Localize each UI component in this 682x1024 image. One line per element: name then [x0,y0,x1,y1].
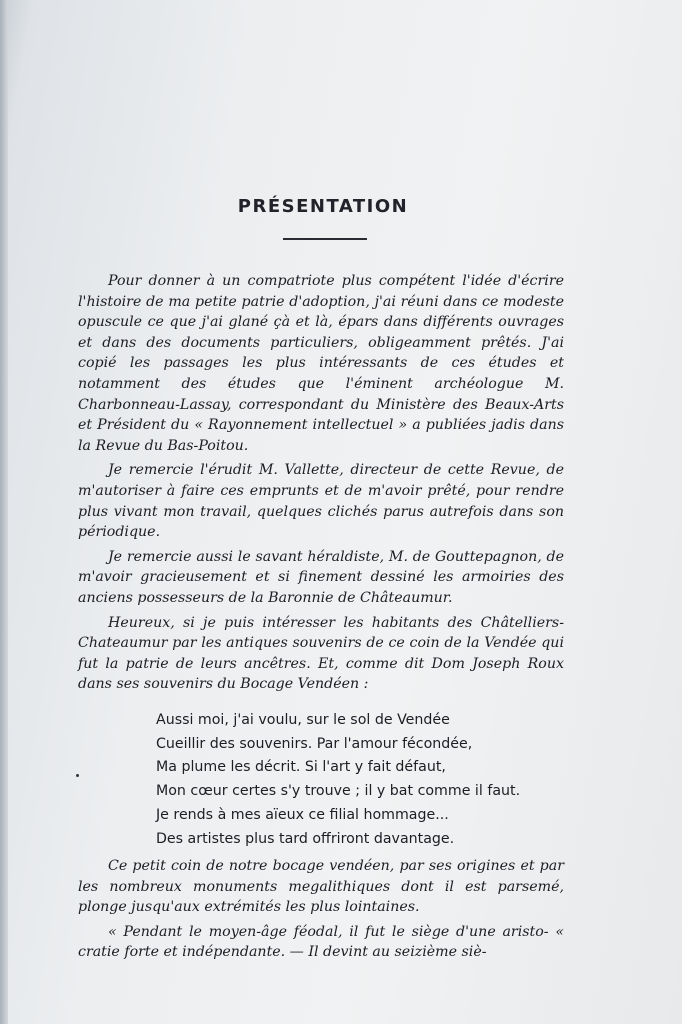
poem-line: Ma plume les décrit. Si l'art y fait défaut, [156,759,446,776]
poem [156,709,576,851]
poem-line: Cueillir des souvenirs. Par l'amour fécondée, [156,735,473,752]
paragraph: Pour donner à un compatriote plus compétent l'idée d'écrire l'histoire de ma petite patrie d'adoption, j'ai réuni dans ce modeste opuscule ce que j'ai glané çà et là, épars dans différents ouvrages et dans des documents particuliers, obligeamment prêtés. J'ai copié les passages les plus intéressants de ces études et notamment des études que l'éminent archéologue M. Charbonneau-Lassay, correspondant du Ministère des Beaux-Arts et Président du « Rayonnement intellectuel » a publiées jadis dans la Revue du Bas-Poitou. [78,273,564,454]
paragraph: Je remercie aussi le savant héraldiste, M. de Gouttepagnon, de m'avoir gracieusement et si finement dessiné les armoiries des anciens possesseurs de la Baronnie de Châteaumur. [78,548,564,606]
poem-line: Je rends à mes aïeux ce filial hommage... [156,806,449,823]
poem-line: Des artistes plus tard offriront davantage. [156,830,455,847]
paragraph: Heureux, si je puis intéresser les habitants des Châtelliers-Chateaumur par les antiques souvenirs de ce coin de la Vendée qui fut la patrie de leurs ancêtres. Et, comme dit Dom Joseph Roux dans ses souvenirs du Bocage Vendéen : [78,614,564,693]
body-text-top [78,271,564,699]
page-title: PRÉSENTATION [237,196,409,217]
paragraph: « Pendant le moyen-âge féodal, il fut le siège d'une aristo- « cratie forte et indépendante. — Il devint au seizième siè- [78,923,564,961]
ink-speck [76,774,79,777]
body-text-bottom [78,856,564,967]
paragraph: Ce petit coin de notre bocage vendéen, par ses origines et par les nombreux monuments megalithiques dont il est parsemé, plonge jusqu'aux extrémités les plus lointaines. [78,858,564,916]
poem-line: Aussi moi, j'ai voulu, sur le sol de Vendée [156,712,450,728]
paragraph: Je remercie l'érudit M. Vallette, directeur de cette Revue, de m'autoriser à faire ces emprunts et de m'avoir prêté, pour rendre plus vivant mon travail, quelques clichés parus autrefois dans son périodique. [78,462,564,541]
title-rule [283,238,367,240]
poem-line: Mon cœur certes s'y trouve ; il y bat comme il faut. [156,783,521,800]
page-edge [0,0,8,1024]
